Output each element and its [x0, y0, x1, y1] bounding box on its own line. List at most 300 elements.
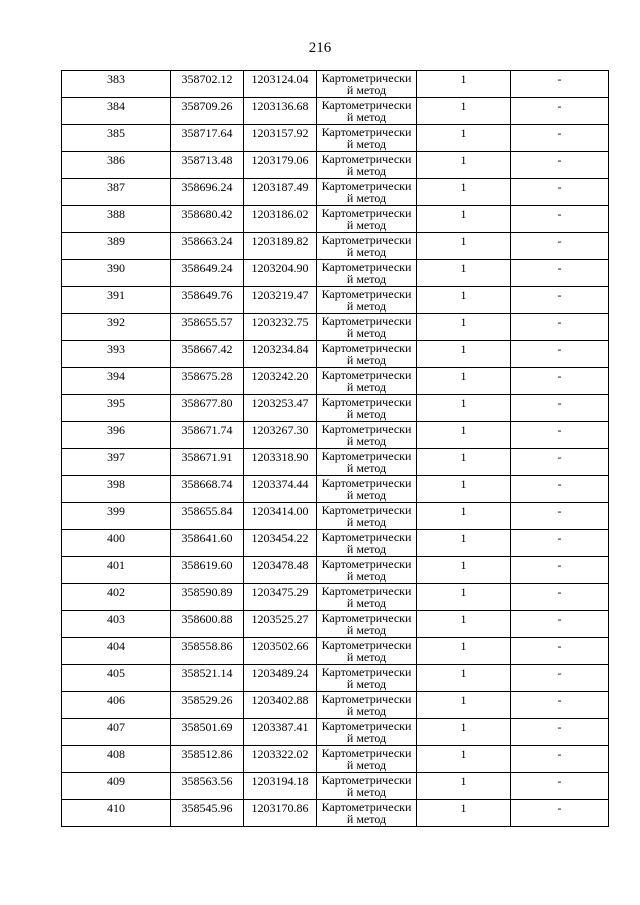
- x-coordinate-cell-text: 358512.86: [181, 747, 233, 761]
- note-cell-text: -: [557, 369, 562, 383]
- point-number-cell: [62, 449, 171, 476]
- y-coordinate-cell-text: 1203322.02: [251, 747, 309, 761]
- accuracy-cell: [417, 773, 511, 800]
- accuracy-cell-text: 1: [460, 666, 467, 680]
- method-cell-text: Картометрически й метод: [321, 800, 412, 826]
- y-coordinate-cell-text: 1203402.88: [251, 693, 309, 707]
- x-coordinate-cell: [171, 341, 244, 368]
- method-cell: [317, 98, 417, 125]
- method-cell-text: Картометрически й метод: [321, 611, 412, 637]
- point-number-cell-text: 392: [107, 315, 125, 329]
- note-cell-text: -: [557, 477, 562, 491]
- accuracy-cell-text: 1: [460, 585, 467, 599]
- point-number-cell: [62, 800, 171, 827]
- accuracy-cell-text: 1: [460, 693, 467, 707]
- y-coordinate-cell-text: 1203136.68: [251, 99, 309, 113]
- accuracy-cell: [417, 665, 511, 692]
- x-coordinate-cell-text: 358717.64: [181, 126, 233, 140]
- x-coordinate-cell: [171, 476, 244, 503]
- method-cell-text: Картометрически й метод: [321, 98, 412, 124]
- point-number-cell: [62, 773, 171, 800]
- point-number-cell: [62, 206, 171, 233]
- point-number-cell-text: 408: [107, 747, 125, 761]
- y-coordinate-cell-text: 1203186.02: [251, 207, 309, 221]
- y-coordinate-cell-text: 1203478.48: [251, 558, 309, 572]
- method-cell-text: Картометрически й метод: [321, 638, 412, 664]
- accuracy-cell: [417, 71, 511, 98]
- x-coordinate-cell: [171, 503, 244, 530]
- y-coordinate-cell: [244, 422, 317, 449]
- method-cell-text: Картометрически й метод: [321, 665, 412, 691]
- note-cell-text: -: [557, 261, 562, 275]
- x-coordinate-cell: [171, 395, 244, 422]
- note-cell: [511, 206, 609, 233]
- y-coordinate-cell-text: 1203387.41: [251, 720, 309, 734]
- point-number-cell: [62, 530, 171, 557]
- accuracy-cell-text: 1: [460, 423, 467, 437]
- note-cell: [511, 260, 609, 287]
- table-row: [62, 719, 609, 746]
- accuracy-cell-text: 1: [460, 369, 467, 383]
- point-number-cell-text: 397: [107, 450, 125, 464]
- y-coordinate-cell: [244, 800, 317, 827]
- method-cell: [317, 800, 417, 827]
- x-coordinate-cell-text: 358671.74: [181, 423, 233, 437]
- table-row: [62, 98, 609, 125]
- accuracy-cell: [417, 395, 511, 422]
- x-coordinate-cell-text: 358501.69: [181, 720, 233, 734]
- x-coordinate-cell-text: 358619.60: [181, 558, 233, 572]
- x-coordinate-cell: [171, 584, 244, 611]
- point-number-cell: [62, 638, 171, 665]
- y-coordinate-cell: [244, 179, 317, 206]
- x-coordinate-cell: [171, 206, 244, 233]
- method-cell-text: Картометрически й метод: [321, 287, 412, 313]
- note-cell: [511, 503, 609, 530]
- method-cell-text: Картометрически й метод: [321, 530, 412, 556]
- accuracy-cell: [417, 638, 511, 665]
- method-cell-text: Картометрически й метод: [321, 206, 412, 232]
- table-row: [62, 638, 609, 665]
- note-cell: [511, 287, 609, 314]
- note-cell: [511, 449, 609, 476]
- accuracy-cell-text: 1: [460, 477, 467, 491]
- accuracy-cell-text: 1: [460, 315, 467, 329]
- accuracy-cell-text: 1: [460, 261, 467, 275]
- y-coordinate-cell: [244, 665, 317, 692]
- note-cell: [511, 530, 609, 557]
- accuracy-cell: [417, 368, 511, 395]
- y-coordinate-cell-text: 1203242.20: [251, 369, 309, 383]
- x-coordinate-cell: [171, 611, 244, 638]
- point-number-cell-text: 384: [107, 99, 125, 113]
- x-coordinate-cell-text: 358713.48: [181, 153, 233, 167]
- point-number-cell-text: 410: [107, 801, 125, 815]
- point-number-cell: [62, 584, 171, 611]
- table-row: [62, 800, 609, 827]
- point-number-cell: [62, 179, 171, 206]
- note-cell-text: -: [557, 747, 562, 761]
- x-coordinate-cell-text: 358667.42: [181, 342, 233, 356]
- accuracy-cell-text: 1: [460, 531, 467, 545]
- accuracy-cell-text: 1: [460, 180, 467, 194]
- note-cell: [511, 611, 609, 638]
- note-cell: [511, 152, 609, 179]
- note-cell-text: -: [557, 612, 562, 626]
- point-number-cell: [62, 557, 171, 584]
- x-coordinate-cell-text: 358521.14: [181, 666, 233, 680]
- note-cell: [511, 476, 609, 503]
- accuracy-cell-text: 1: [460, 639, 467, 653]
- point-number-cell-text: 387: [107, 180, 125, 194]
- accuracy-cell: [417, 719, 511, 746]
- accuracy-cell: [417, 152, 511, 179]
- method-cell-text: Картометрически й метод: [321, 233, 412, 259]
- y-coordinate-cell: [244, 314, 317, 341]
- y-coordinate-cell: [244, 530, 317, 557]
- x-coordinate-cell: [171, 368, 244, 395]
- accuracy-cell: [417, 530, 511, 557]
- y-coordinate-cell-text: 1203194.18: [251, 774, 309, 788]
- accuracy-cell: [417, 800, 511, 827]
- method-cell: [317, 611, 417, 638]
- x-coordinate-cell: [171, 152, 244, 179]
- x-coordinate-cell: [171, 449, 244, 476]
- y-coordinate-cell-text: 1203475.29: [251, 585, 309, 599]
- accuracy-cell-text: 1: [460, 207, 467, 221]
- point-number-cell-text: 389: [107, 234, 125, 248]
- method-cell-text: Картометрически й метод: [321, 179, 412, 205]
- x-coordinate-cell-text: 358677.80: [181, 396, 233, 410]
- x-coordinate-cell: [171, 233, 244, 260]
- x-coordinate-cell-text: 358668.74: [181, 477, 233, 491]
- x-coordinate-cell: [171, 746, 244, 773]
- point-number-cell-text: 383: [107, 72, 125, 86]
- point-number-cell-text: 406: [107, 693, 125, 707]
- point-number-cell: [62, 233, 171, 260]
- point-number-cell: [62, 719, 171, 746]
- point-number-cell: [62, 422, 171, 449]
- note-cell: [511, 368, 609, 395]
- y-coordinate-cell: [244, 233, 317, 260]
- method-cell: [317, 665, 417, 692]
- method-cell: [317, 638, 417, 665]
- y-coordinate-cell: [244, 98, 317, 125]
- point-number-cell: [62, 71, 171, 98]
- method-cell: [317, 368, 417, 395]
- point-number-cell: [62, 395, 171, 422]
- table-row: [62, 152, 609, 179]
- y-coordinate-cell: [244, 260, 317, 287]
- table-row: [62, 395, 609, 422]
- point-number-cell-text: 385: [107, 126, 125, 140]
- table-row: [62, 773, 609, 800]
- method-cell: [317, 152, 417, 179]
- point-number-cell-text: 393: [107, 342, 125, 356]
- accuracy-cell-text: 1: [460, 342, 467, 356]
- method-cell-text: Картометрически й метод: [321, 692, 412, 718]
- x-coordinate-cell-text: 358563.56: [181, 774, 233, 788]
- method-cell: [317, 314, 417, 341]
- x-coordinate-cell-text: 358702.12: [181, 72, 233, 86]
- note-cell-text: -: [557, 288, 562, 302]
- table-row: [62, 125, 609, 152]
- accuracy-cell-text: 1: [460, 288, 467, 302]
- x-coordinate-cell: [171, 98, 244, 125]
- method-cell: [317, 260, 417, 287]
- method-cell-text: Картометрически й метод: [321, 746, 412, 772]
- accuracy-cell-text: 1: [460, 153, 467, 167]
- note-cell-text: -: [557, 72, 562, 86]
- method-cell: [317, 206, 417, 233]
- accuracy-cell-text: 1: [460, 126, 467, 140]
- y-coordinate-cell: [244, 476, 317, 503]
- x-coordinate-cell: [171, 665, 244, 692]
- accuracy-cell: [417, 692, 511, 719]
- table-row: [62, 260, 609, 287]
- accuracy-cell: [417, 422, 511, 449]
- y-coordinate-cell-text: 1203253.47: [251, 396, 309, 410]
- table-row: [62, 422, 609, 449]
- y-coordinate-cell-text: 1203489.24: [251, 666, 309, 680]
- y-coordinate-cell: [244, 638, 317, 665]
- point-number-cell-text: 394: [107, 369, 125, 383]
- y-coordinate-cell-text: 1203232.75: [251, 315, 309, 329]
- y-coordinate-cell: [244, 71, 317, 98]
- accuracy-cell: [417, 557, 511, 584]
- x-coordinate-cell: [171, 773, 244, 800]
- point-number-cell: [62, 125, 171, 152]
- y-coordinate-cell: [244, 692, 317, 719]
- y-coordinate-cell-text: 1203267.30: [251, 423, 309, 437]
- method-cell: [317, 125, 417, 152]
- accuracy-cell: [417, 476, 511, 503]
- y-coordinate-cell-text: 1203157.92: [251, 126, 309, 140]
- point-number-cell: [62, 611, 171, 638]
- method-cell-text: Картометрически й метод: [321, 152, 412, 178]
- method-cell: [317, 449, 417, 476]
- note-cell: [511, 314, 609, 341]
- note-cell-text: -: [557, 693, 562, 707]
- method-cell: [317, 719, 417, 746]
- note-cell-text: -: [557, 396, 562, 410]
- accuracy-cell: [417, 179, 511, 206]
- note-cell: [511, 665, 609, 692]
- note-cell: [511, 98, 609, 125]
- y-coordinate-cell: [244, 152, 317, 179]
- note-cell-text: -: [557, 180, 562, 194]
- table-row: [62, 233, 609, 260]
- note-cell: [511, 557, 609, 584]
- note-cell-text: -: [557, 99, 562, 113]
- note-cell-text: -: [557, 720, 562, 734]
- y-coordinate-cell: [244, 206, 317, 233]
- x-coordinate-cell: [171, 260, 244, 287]
- y-coordinate-cell-text: 1203187.49: [251, 180, 309, 194]
- point-number-cell: [62, 260, 171, 287]
- method-cell-text: Картометрически й метод: [321, 503, 412, 529]
- y-coordinate-cell-text: 1203124.04: [251, 72, 309, 86]
- x-coordinate-cell-text: 358675.28: [181, 369, 233, 383]
- point-number-cell-text: 401: [107, 558, 125, 572]
- table-row: [62, 665, 609, 692]
- note-cell-text: -: [557, 531, 562, 545]
- y-coordinate-cell: [244, 503, 317, 530]
- table-row: [62, 206, 609, 233]
- accuracy-cell-text: 1: [460, 558, 467, 572]
- x-coordinate-cell: [171, 179, 244, 206]
- note-cell: [511, 638, 609, 665]
- note-cell-text: -: [557, 207, 562, 221]
- accuracy-cell-text: 1: [460, 747, 467, 761]
- method-cell: [317, 503, 417, 530]
- point-number-cell: [62, 476, 171, 503]
- method-cell-text: Картометрически й метод: [321, 476, 412, 502]
- point-number-cell-text: 399: [107, 504, 125, 518]
- note-cell-text: -: [557, 585, 562, 599]
- y-coordinate-cell-text: 1203189.82: [251, 234, 309, 248]
- x-coordinate-cell-text: 358600.88: [181, 612, 233, 626]
- x-coordinate-cell-text: 358641.60: [181, 531, 233, 545]
- table-row: [62, 287, 609, 314]
- accuracy-cell-text: 1: [460, 612, 467, 626]
- method-cell-text: Картометрически й метод: [321, 368, 412, 394]
- method-cell-text: Картометрически й метод: [321, 449, 412, 475]
- method-cell: [317, 341, 417, 368]
- y-coordinate-cell: [244, 341, 317, 368]
- x-coordinate-cell-text: 358590.89: [181, 585, 233, 599]
- x-coordinate-cell-text: 358529.26: [181, 693, 233, 707]
- accuracy-cell: [417, 341, 511, 368]
- note-cell-text: -: [557, 153, 562, 167]
- accuracy-cell: [417, 611, 511, 638]
- note-cell-text: -: [557, 504, 562, 518]
- x-coordinate-cell-text: 358663.24: [181, 234, 233, 248]
- table-row: [62, 476, 609, 503]
- point-number-cell-text: 407: [107, 720, 125, 734]
- y-coordinate-cell: [244, 395, 317, 422]
- table-row: [62, 530, 609, 557]
- accuracy-cell: [417, 125, 511, 152]
- point-number-cell-text: 396: [107, 423, 125, 437]
- x-coordinate-cell: [171, 719, 244, 746]
- method-cell-text: Картометрически й метод: [321, 125, 412, 151]
- method-cell: [317, 584, 417, 611]
- point-number-cell-text: 395: [107, 396, 125, 410]
- note-cell: [511, 422, 609, 449]
- table-row: [62, 341, 609, 368]
- x-coordinate-cell: [171, 314, 244, 341]
- note-cell: [511, 746, 609, 773]
- accuracy-cell: [417, 206, 511, 233]
- accuracy-cell-text: 1: [460, 801, 467, 815]
- accuracy-cell: [417, 233, 511, 260]
- note-cell: [511, 125, 609, 152]
- y-coordinate-cell: [244, 719, 317, 746]
- method-cell: [317, 287, 417, 314]
- x-coordinate-cell-text: 358655.84: [181, 504, 233, 518]
- method-cell: [317, 179, 417, 206]
- note-cell-text: -: [557, 666, 562, 680]
- accuracy-cell: [417, 287, 511, 314]
- method-cell-text: Картометрически й метод: [321, 773, 412, 799]
- table-row: [62, 179, 609, 206]
- accuracy-cell: [417, 98, 511, 125]
- accuracy-cell: [417, 584, 511, 611]
- point-number-cell-text: 388: [107, 207, 125, 221]
- y-coordinate-cell: [244, 368, 317, 395]
- accuracy-cell-text: 1: [460, 234, 467, 248]
- page-number: 216: [308, 40, 332, 56]
- table-row: [62, 584, 609, 611]
- method-cell: [317, 71, 417, 98]
- accuracy-cell-text: 1: [460, 99, 467, 113]
- method-cell-text: Картометрически й метод: [321, 314, 412, 340]
- table-row: [62, 611, 609, 638]
- point-number-cell: [62, 368, 171, 395]
- point-number-cell-text: 386: [107, 153, 125, 167]
- x-coordinate-cell: [171, 71, 244, 98]
- table-row: [62, 503, 609, 530]
- accuracy-cell: [417, 260, 511, 287]
- point-number-cell: [62, 287, 171, 314]
- x-coordinate-cell: [171, 125, 244, 152]
- y-coordinate-cell-text: 1203179.06: [251, 153, 309, 167]
- point-number-cell: [62, 314, 171, 341]
- y-coordinate-cell-text: 1203525.27: [251, 612, 309, 626]
- table-row: [62, 368, 609, 395]
- y-coordinate-cell: [244, 746, 317, 773]
- y-coordinate-cell-text: 1203374.44: [251, 477, 309, 491]
- x-coordinate-cell-text: 358671.91: [181, 450, 233, 464]
- table-row: [62, 449, 609, 476]
- method-cell: [317, 422, 417, 449]
- method-cell: [317, 746, 417, 773]
- y-coordinate-cell-text: 1203502.66: [251, 639, 309, 653]
- point-number-cell-text: 402: [107, 585, 125, 599]
- note-cell-text: -: [557, 342, 562, 356]
- y-coordinate-cell: [244, 287, 317, 314]
- x-coordinate-cell-text: 358558.86: [181, 639, 233, 653]
- point-number-cell: [62, 341, 171, 368]
- point-number-cell-text: 390: [107, 261, 125, 275]
- method-cell-text: Картометрически й метод: [321, 395, 412, 421]
- accuracy-cell-text: 1: [460, 396, 467, 410]
- point-number-cell: [62, 746, 171, 773]
- note-cell-text: -: [557, 558, 562, 572]
- note-cell-text: -: [557, 774, 562, 788]
- point-number-cell: [62, 503, 171, 530]
- x-coordinate-cell: [171, 800, 244, 827]
- table-row: [62, 557, 609, 584]
- note-cell-text: -: [557, 423, 562, 437]
- method-cell: [317, 476, 417, 503]
- y-coordinate-cell-text: 1203234.84: [251, 342, 309, 356]
- note-cell-text: -: [557, 450, 562, 464]
- table-row: [62, 746, 609, 773]
- point-number-cell: [62, 98, 171, 125]
- note-cell: [511, 71, 609, 98]
- note-cell-text: -: [557, 639, 562, 653]
- y-coordinate-cell: [244, 449, 317, 476]
- y-coordinate-cell-text: 1203170.86: [251, 801, 309, 815]
- accuracy-cell-text: 1: [460, 450, 467, 464]
- method-cell: [317, 557, 417, 584]
- note-cell: [511, 179, 609, 206]
- x-coordinate-cell: [171, 692, 244, 719]
- accuracy-cell: [417, 314, 511, 341]
- note-cell: [511, 584, 609, 611]
